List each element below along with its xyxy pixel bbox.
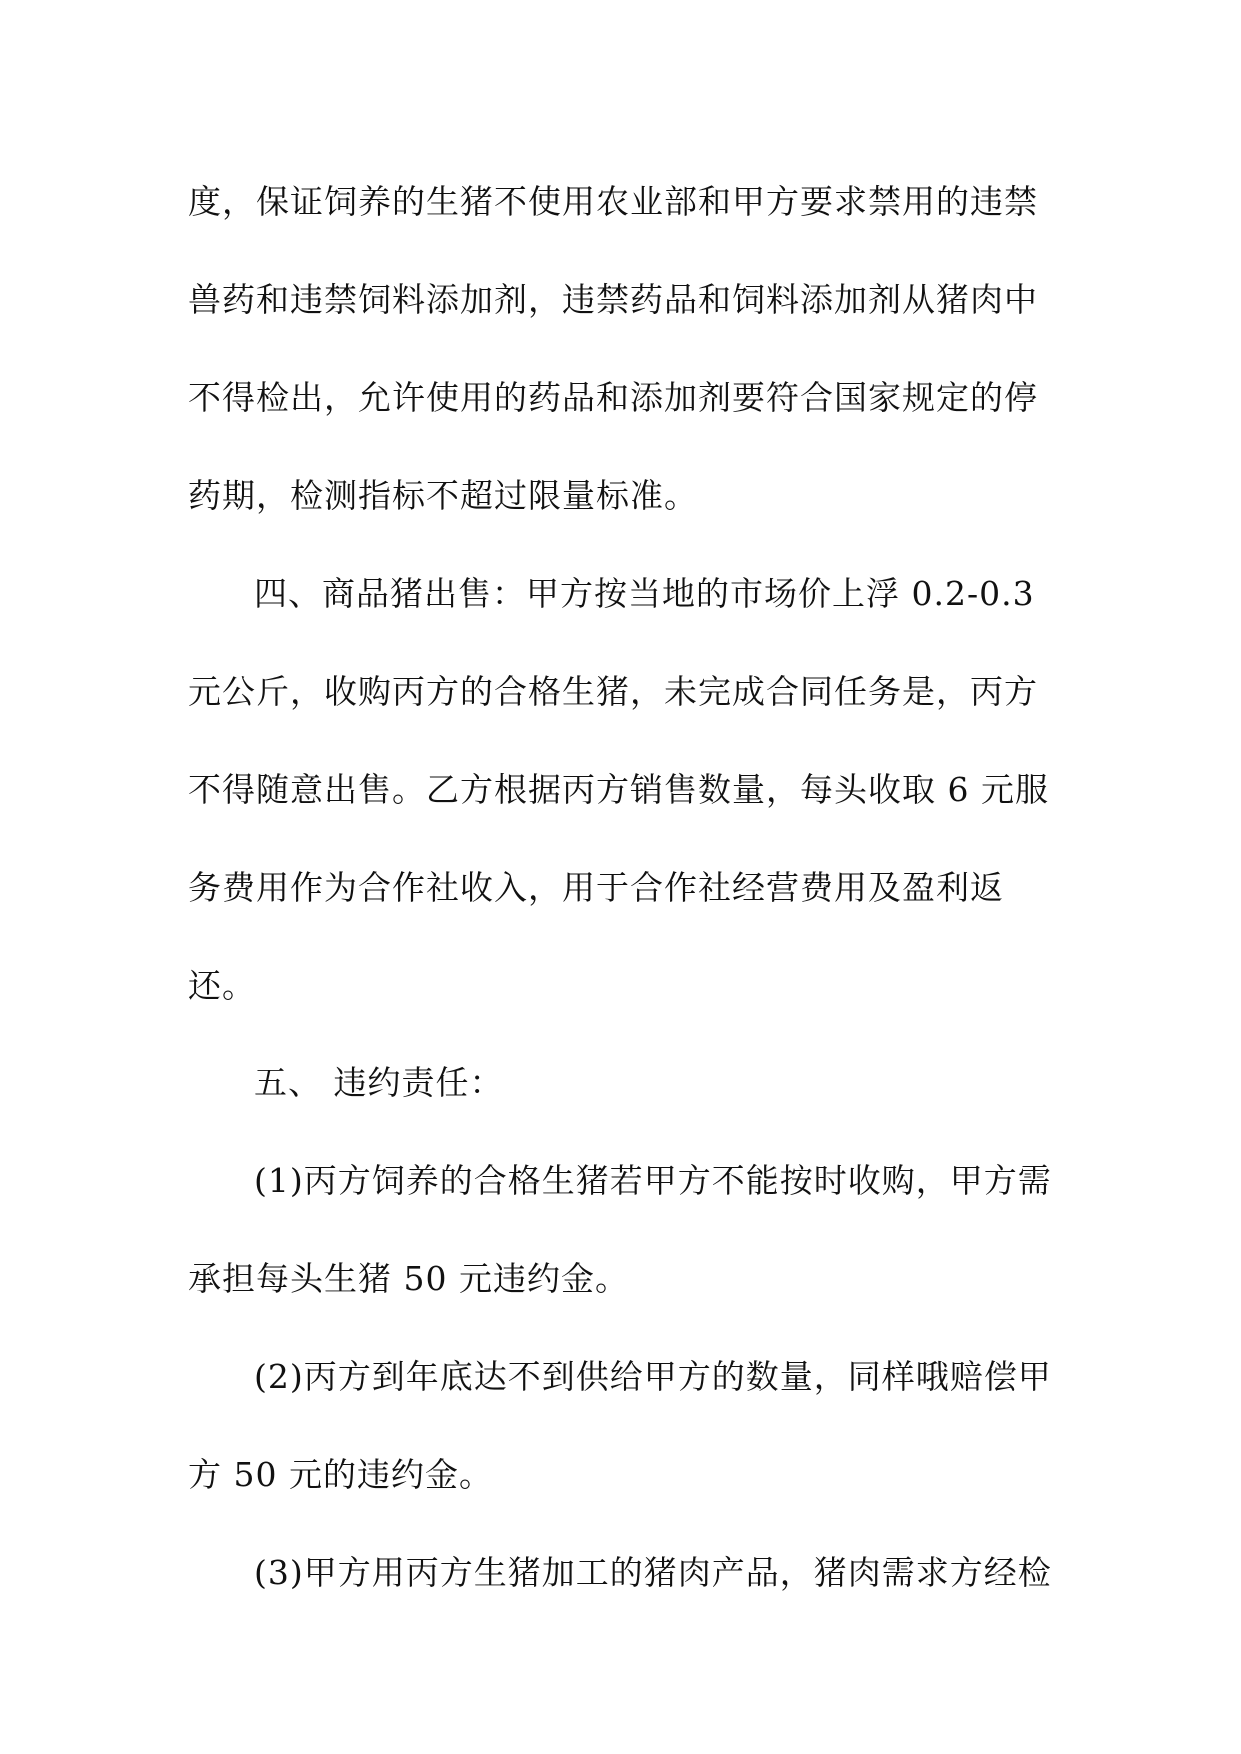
text-line: 药期，检测指标不超过限量标准。	[188, 476, 698, 515]
text-line: 元公斤，收购丙方的合格生猪，未完成合同任务是，丙方	[188, 672, 1038, 711]
clause-2-line: (2)丙方到年底达不到供给甲方的数量，同样哦赔偿甲	[254, 1357, 1052, 1396]
clause-3-line: (3)甲方用丙方生猪加工的猪肉产品，猪肉需求方经检	[254, 1553, 1052, 1592]
text-line: 不得随意出售。乙方根据丙方销售数量，每头收取 6 元服	[188, 770, 1049, 809]
text-line: 还。	[188, 966, 256, 1005]
text-line: 不得检出，允许使用的药品和添加剂要符合国家规定的停	[188, 378, 1038, 417]
section-heading-4: 四、商品猪出售：甲方按当地的市场价上浮 0.2-0.3	[254, 574, 1035, 613]
clause-1-line: (1)丙方饲养的合格生猪若甲方不能按时收购，甲方需	[254, 1161, 1052, 1200]
text-line: 承担每头生猪 50 元违约金。	[188, 1259, 629, 1298]
text-line: 务费用作为合作社收入，用于合作社经营费用及盈利返	[188, 868, 1004, 907]
text-line: 度，保证饲养的生猪不使用农业部和甲方要求禁用的违禁	[188, 182, 1038, 221]
text-line: 方 50 元的违约金。	[188, 1455, 493, 1494]
section-heading-5: 五、 违约责任：	[254, 1063, 504, 1102]
text-line: 兽药和违禁饲料添加剂，违禁药品和饲料添加剂从猪肉中	[188, 280, 1038, 319]
